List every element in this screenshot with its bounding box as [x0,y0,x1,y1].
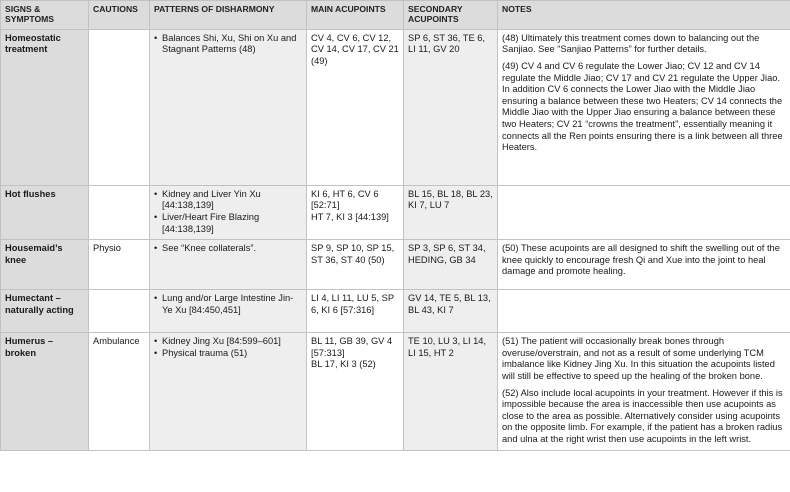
notes-cell [498,290,790,333]
symptom-cell: Humectant – naturally acting [1,290,89,333]
secondary-acupoints-line: SP 6, ST 36, TE 6, LI 11, GV 20 [408,32,486,55]
main-acupoints-cell [307,290,404,333]
main-acupoints-line: BL 11, GB 39, GV 4 [57:313] [311,336,393,358]
header-main-acupoints: MAIN ACUPOINTS [307,1,404,30]
notes-cell [498,29,790,185]
table-row-housemaids-knee [1,240,790,290]
main-acupoints-line: CV 4, CV 6, CV 12, CV 14, CV 17, CV 21 (49) [311,32,399,66]
note-paragraph: (48) Ultimately this treatment comes down to balancing out the Sanjiao. See “Sanjiao Patterns” for further details. [502,32,760,55]
patterns-cell [150,290,307,333]
secondary-acupoints-cell [404,240,498,290]
main-acupoints-cell [307,333,404,450]
pattern-item: • Kidney and Liver Yin Xu [44:138,139] [154,189,302,212]
header-cautions: CAUTIONS [89,1,150,30]
table-row-humectant [1,290,790,333]
note-paragraph: (49) CV 4 and CV 6 regulate the Lower Jiao; CV 12 and CV 14 regulate the Middle Jiao; CV 17 and CV 21 regulate the Upper Jiao. In addition CV 6 connects the Lower Jiao with the Middle Jiao ensuring a balance between these two Heaters; CV 14 connects the Middle Jiao with the Upper Jiao ensuring a balance between these two Heaters; CV 21 “crowns the treatment”, essentially meaning it connects all the Ren points ensuring there is a link between all three Heaters. [502,61,783,153]
pattern-item: • Kidney Jing Xu [84:599–601] [154,336,302,348]
secondary-acupoints-line: TE 10, LU 3, LI 14, LI 15, HT 2 [408,336,487,358]
header-signs-symptoms: SIGNS & SYMPTOMS [1,1,89,30]
patterns-cell [150,333,307,450]
main-acupoints-line: LI 4, LI 11, LU 5, SP 6, KI 6 [57:316] [311,293,394,315]
caution-cell [89,290,150,333]
symptom-cell: Hot flushes [1,185,89,239]
patterns-cell [150,185,307,239]
patterns-cell [150,29,307,185]
table-row-homeostatic [1,29,790,185]
symptom-cell: Housemaid’s knee [1,240,89,290]
notes-cell [498,333,790,450]
main-acupoints-cell [307,240,404,290]
symptom-cell: Homeostatic treatment [1,29,89,185]
main-acupoints-line: BL 17, KI 3 (52) [311,359,376,370]
note-paragraph: (52) Also include local acupoints in your treatment. However if this is impossible because the area is inaccessible then use acupoints as close to the area as possible. Alternatively consider using acupoints on the opposite limb. For example, if the patient has a broken radius and ulna at the right wrist then use acupoints in the left wrist. [502,387,783,444]
notes-cell [498,240,790,290]
pattern-item: • See “Knee collaterals”. [154,243,302,255]
secondary-acupoints-line: SP 3, SP 6, ST 34, HEDING, GB 34 [408,243,486,265]
main-acupoints-line: KI 6, HT 6, CV 6 [52:71] [311,188,379,211]
pattern-item: • Liver/Heart Fire Blazing [44:138,139] [154,212,302,235]
main-acupoints-line: HT 7, KI 3 [44:139] [311,212,389,222]
caution-cell [89,29,150,185]
table-row-humerus-broken [1,333,790,450]
header-row [1,1,790,30]
patterns-cell [150,240,307,290]
pattern-item: • Balances Shi, Xu, Shi on Xu and Stagnant Patterns (48) [154,33,302,56]
notes-cell [498,185,790,239]
secondary-acupoints-cell [404,185,498,239]
caution-cell: Physio [89,240,150,290]
main-acupoints-cell [307,29,404,185]
secondary-acupoints-cell [404,290,498,333]
header-patterns: PATTERNS OF DISHARMONY [150,1,307,30]
secondary-acupoints-line: GV 14, TE 5, BL 13, BL 43, KI 7 [408,293,491,315]
secondary-acupoints-line: BL 15, BL 18, BL 23, KI 7, LU 7 [408,188,493,211]
main-acupoints-line: SP 9, SP 10, SP 15, ST 36, ST 40 (50) [311,243,395,265]
pattern-item: • Lung and/or Large Intestine Jin-Ye Xu [84:450,451] [154,293,302,316]
caution-cell: Ambulance [89,333,150,450]
header-notes: NOTES [498,1,790,30]
header-secondary-acupoints: SECONDARY ACUPOINTS [404,1,498,30]
pattern-item: • Physical trauma (51) [154,348,302,360]
symptom-cell: Humerus – broken [1,333,89,450]
note-paragraph: (50) These acupoints are all designed to shift the swelling out of the knee quickly to encourage fresh Qi and Xue into the joint to heal damage and promote healing. [502,243,780,277]
caution-cell [89,185,150,239]
note-paragraph: (51) The patient will occasionally break bones through overuse/overstrain, and not as a result of some underlying TCM imbalance like Kidney Jing Xu. In this situation the acupoints listed will still be effective to speed up the healing of the broken bone. [502,336,775,381]
table-row-hot-flushes [1,185,790,239]
secondary-acupoints-cell [404,333,498,450]
secondary-acupoints-cell [404,29,498,185]
main-acupoints-cell [307,185,404,239]
